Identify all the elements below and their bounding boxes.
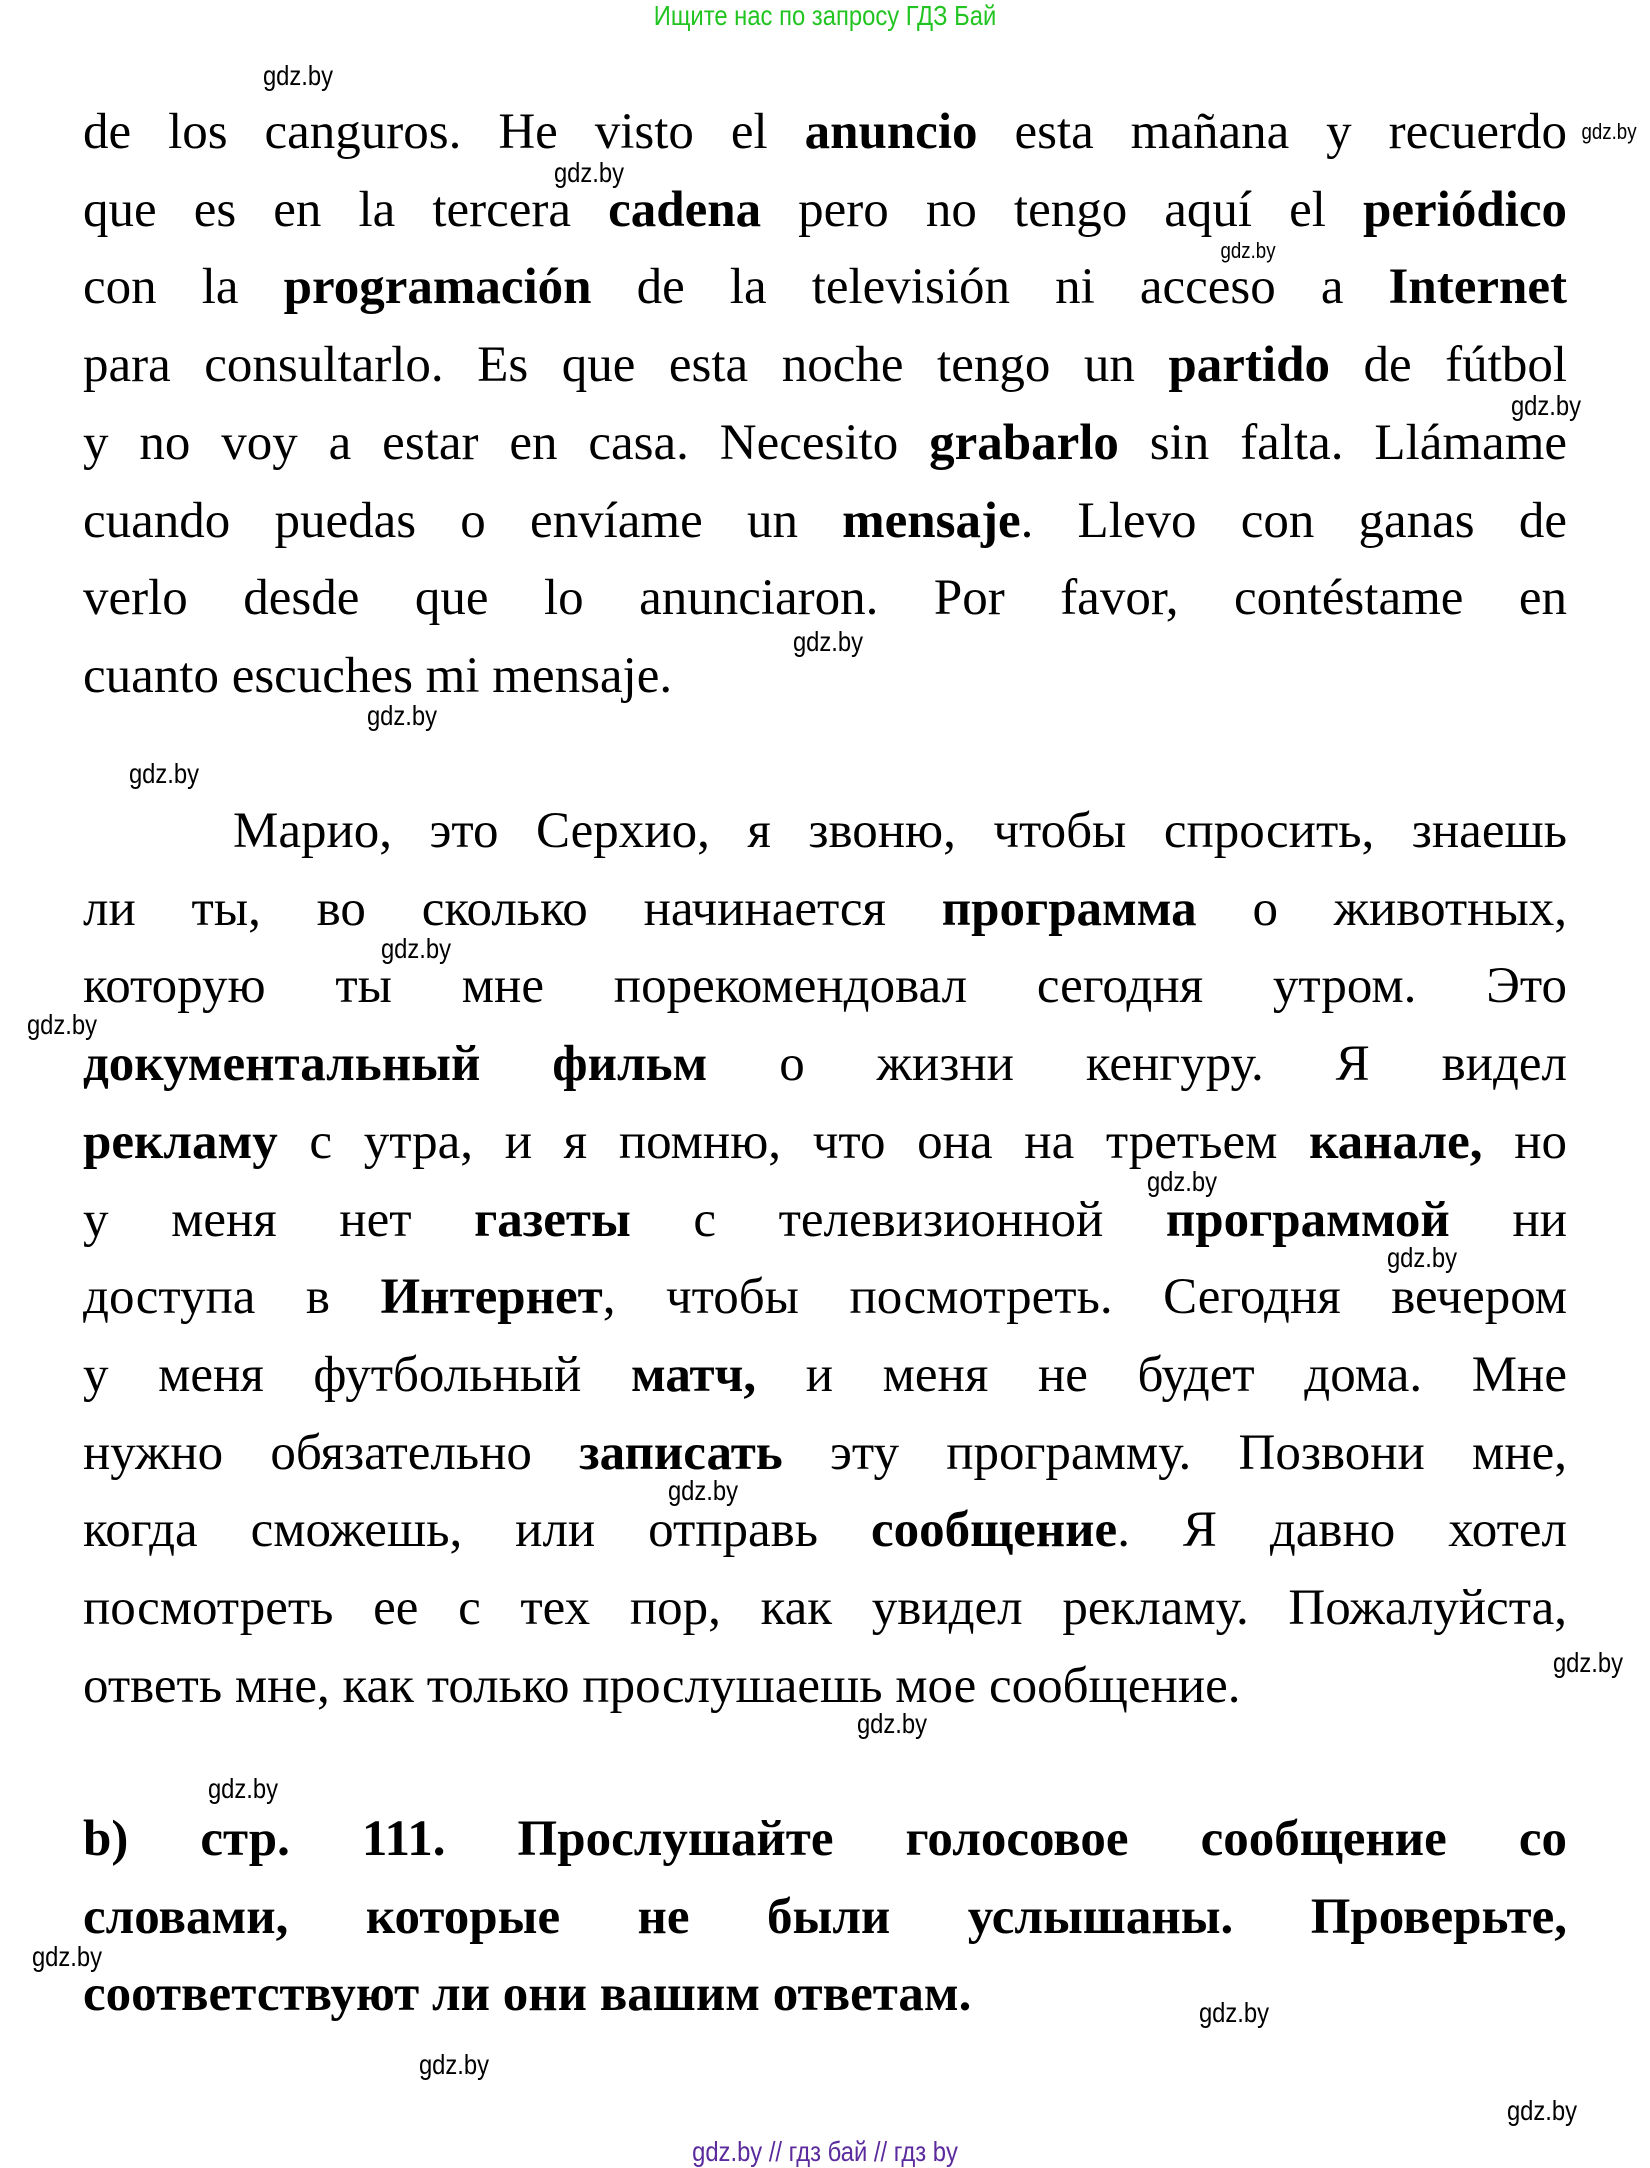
text-line — [83, 1267, 1567, 1327]
bold-term: рекламу — [83, 1113, 278, 1170]
watermark: gdz.by — [128, 758, 200, 789]
bold-term: mensaje — [842, 492, 1021, 549]
text-segment: cuando puedas o envíame un — [83, 492, 843, 549]
watermark: gdz.by — [1506, 2095, 1578, 2126]
watermark: gdz.by — [207, 1773, 279, 1804]
text-line — [83, 1887, 1567, 1947]
watermark: gdz.by — [1552, 1647, 1624, 1678]
text-segment: у меня нет — [83, 1191, 475, 1248]
watermark: gdz.by — [1198, 1997, 1270, 2028]
watermark: gdz.by — [31, 1941, 103, 1972]
watermark: gdz.by — [380, 933, 452, 964]
text-segment: ответь мне, как только прослушаешь мое сообщение. — [83, 1657, 1241, 1714]
watermark: gdz.by — [1581, 119, 1637, 144]
text-line — [83, 1500, 1567, 1560]
text-line — [83, 1345, 1567, 1405]
text-segment: о животных, — [1196, 880, 1567, 937]
text-segment: нужно обязательно — [83, 1424, 580, 1481]
text-segment: pero no tengo aquí el — [761, 181, 1364, 238]
text-segment: о жизни кенгуру. Я видел — [707, 1036, 1567, 1093]
watermark: gdz.by — [553, 157, 625, 188]
text-segment: cuanto escuches mi mensaje. — [83, 647, 673, 704]
bold-term: программой — [1165, 1191, 1450, 1248]
bold-term: записать — [579, 1424, 783, 1481]
text-segment: у меня футбольный — [83, 1346, 631, 1403]
watermark: gdz.by — [26, 1009, 98, 1040]
text-line — [83, 491, 1567, 551]
bold-term: канале, — [1309, 1113, 1483, 1170]
text-line — [83, 956, 1567, 1016]
bold-term: программа — [941, 880, 1197, 937]
text-line — [83, 180, 1567, 240]
text-line — [83, 1578, 1567, 1638]
text-line — [83, 1809, 1567, 1869]
text-segment: verlo desde que lo anunciaron. Por favor, contéstame en — [83, 570, 1567, 627]
text-segment: когда сможешь, или отправь — [83, 1502, 871, 1559]
bold-term: cadena — [608, 181, 762, 238]
text-segment: ни — [1449, 1191, 1567, 1248]
text-segment: esta mañana y recuerdo — [977, 104, 1567, 160]
watermark: gdz.by — [1510, 390, 1582, 421]
text-segment: которую ты мне порекомендовал сегодня утром. Это — [83, 958, 1567, 1015]
watermark: gdz.by — [792, 626, 864, 657]
text-segment: . Я давно хотел — [1117, 1502, 1567, 1559]
bold-term: Internet — [1388, 259, 1567, 316]
bold-term: Интернет — [380, 1269, 603, 1326]
text-line — [83, 257, 1567, 317]
bold-term: документальный фильм — [83, 1036, 708, 1093]
text-segment: ли ты, во сколько начинается — [83, 880, 942, 937]
text-segment: но — [1482, 1113, 1567, 1170]
watermark: gdz.by — [262, 60, 334, 91]
text-segment: посмотреть ее с тех пор, как увидел рекламу. Пожалуйста, — [83, 1580, 1567, 1636]
text-segment: sin falta. Llámame — [1118, 414, 1568, 471]
watermark: gdz.by — [856, 1708, 928, 1739]
text-segment: с утра, и я помню, что она на третьем — [277, 1113, 1310, 1170]
text-line — [83, 1964, 1567, 2024]
text-line — [83, 413, 1567, 473]
text-segment: con la — [83, 259, 284, 316]
watermark: gdz.by — [366, 700, 438, 731]
text-line — [83, 335, 1567, 395]
text-line — [83, 879, 1567, 939]
header-banner: Ищите нас по запросу ГДЗ Бай — [653, 0, 997, 31]
text-segment: y no voy a estar en casa. Necesito — [83, 414, 930, 471]
bold-term: programación — [283, 259, 592, 316]
bold-term: partido — [1168, 337, 1330, 394]
text-line — [83, 568, 1567, 628]
text-segment: de la televisión ni acceso a — [591, 259, 1389, 316]
bold-term: словами, которые не были услышаны. Проверьте, — [83, 1888, 1567, 1945]
watermark: gdz.by — [1220, 238, 1276, 263]
text-line — [83, 1112, 1567, 1172]
bold-term: соответствуют ли они вашим ответам. — [83, 1966, 972, 2023]
text-line — [83, 1034, 1567, 1094]
text-segment: de fútbol — [1329, 337, 1567, 394]
bold-term: сообщение — [870, 1502, 1118, 1559]
text-segment: с телевизионной — [630, 1191, 1166, 1248]
bold-term: матч, — [630, 1346, 757, 1403]
text-segment: para consultarlo. Es que esta noche tengo un — [83, 337, 1169, 394]
text-segment: доступа в — [83, 1269, 381, 1326]
text-segment: que es en la tercera — [83, 181, 609, 238]
watermark: gdz.by — [1146, 1166, 1218, 1197]
text-line — [233, 801, 1567, 861]
bold-term: anuncio — [804, 104, 978, 160]
footer-banner[interactable]: gdz.by // гдз бай // гдз by — [692, 2136, 958, 2167]
watermark: gdz.by — [1386, 1242, 1458, 1273]
watermark: gdz.by — [667, 1475, 739, 1506]
watermark: gdz.by — [418, 2049, 490, 2080]
text-segment: , чтобы посмотреть. Сегодня вечером — [602, 1269, 1568, 1326]
bold-term: grabarlo — [929, 414, 1119, 471]
text-segment: de los canguros. He visto el — [83, 104, 805, 160]
text-segment: и меня не будет дома. Мне — [756, 1346, 1567, 1403]
text-line — [83, 1423, 1567, 1483]
text-segment: . Llevo con ganas de — [1020, 492, 1567, 549]
bold-term: b) стр. 111. Прослушайте голосовое сообщение со — [83, 1811, 1567, 1867]
text-line — [83, 1190, 1567, 1250]
text-line — [83, 1656, 1567, 1716]
bold-term: газеты — [474, 1191, 631, 1248]
text-segment: эту программу. Позвони мне, — [782, 1424, 1567, 1481]
text-line — [83, 102, 1567, 162]
text-segment: Марио, это Серхио, я звоню, чтобы спросить, знаешь — [233, 803, 1567, 859]
bold-term: periódico — [1363, 181, 1567, 238]
